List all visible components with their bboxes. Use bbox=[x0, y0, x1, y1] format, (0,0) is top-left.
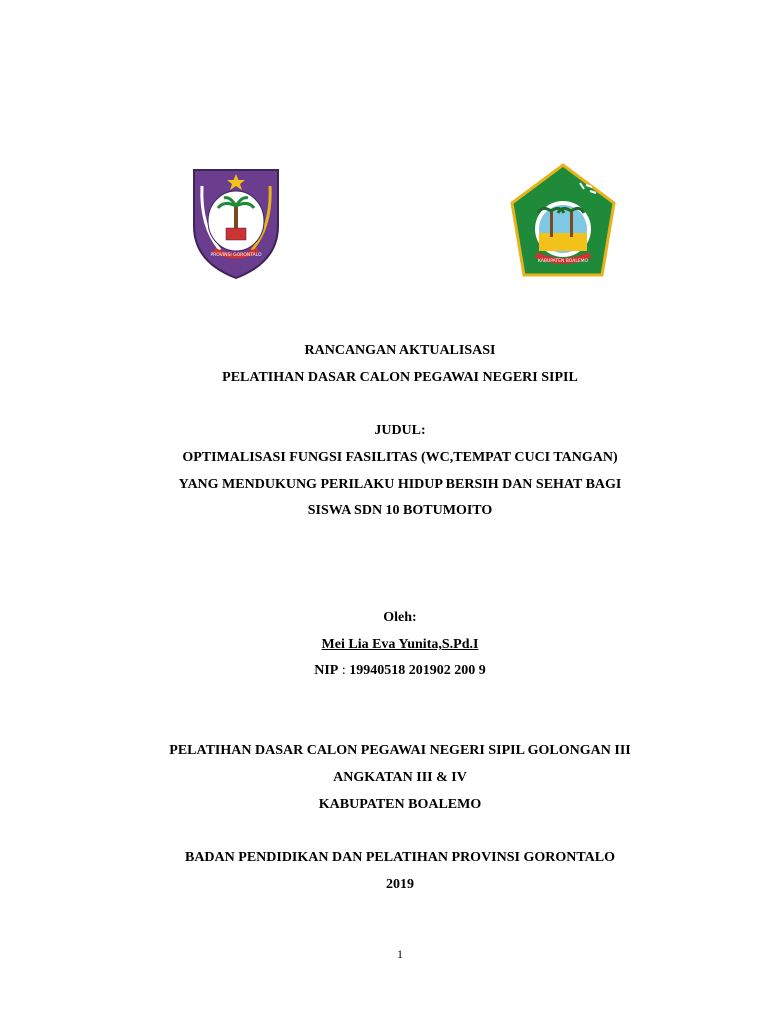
title-line-2: PELATIHAN DASAR CALON PEGAWAI NEGERI SIPIL bbox=[222, 370, 578, 385]
judul-line-2: YANG MENDUKUNG PERILAKU HIDUP BERSIH DAN SEHAT BAGI bbox=[178, 477, 622, 492]
left-logo-text: PROVINSI GORONTALO bbox=[210, 253, 262, 258]
provinsi-gorontalo-logo bbox=[190, 166, 282, 280]
nip-value: 19940518 201902 200 9 bbox=[349, 663, 486, 678]
author-name: Mei Lia Eva Yunita,S.Pd.I bbox=[321, 637, 479, 652]
nip-label: NIP bbox=[314, 663, 339, 678]
page-number: 1 bbox=[397, 947, 403, 961]
judul-line-3: SISWA SDN 10 BOTUMOITO bbox=[307, 503, 493, 518]
nip-separator: : bbox=[338, 663, 350, 678]
title-line-1: RANCANGAN AKTUALISASI bbox=[304, 343, 496, 358]
judul-label: JUDUL: bbox=[374, 423, 426, 438]
nip-line bbox=[0, 662, 768, 680]
kabupaten-boalemo-logo bbox=[510, 163, 616, 279]
author-name-line bbox=[0, 636, 768, 654]
by-label: Oleh: bbox=[383, 610, 417, 625]
program-line-2: ANGKATAN III & IV bbox=[333, 770, 467, 785]
institution-line: BADAN PENDIDIKAN DAN PELATIHAN PROVINSI GORONTALO bbox=[184, 850, 615, 865]
program-line-1: PELATIHAN DASAR CALON PEGAWAI NEGERI SIPIL GOLONGAN III bbox=[169, 743, 631, 758]
right-logo-text: KABUPATEN BOALEMO bbox=[537, 259, 589, 264]
judul-line-1: OPTIMALISASI FUNGSI FASILITAS (WC,TEMPAT CUCI TANGAN) bbox=[182, 450, 618, 465]
program-line-3: KABUPATEN BOALEMO bbox=[318, 797, 482, 812]
year: 2019 bbox=[386, 877, 414, 892]
